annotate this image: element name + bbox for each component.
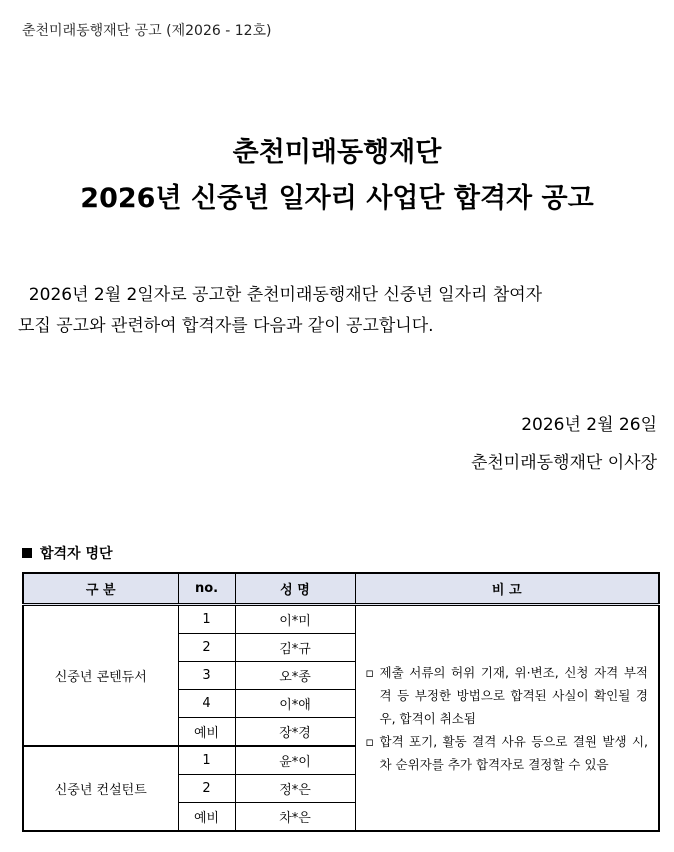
no-cell: 1 [178,746,235,775]
table-header-row [23,573,659,605]
name-cell: 윤*이 [235,746,355,775]
header-category: 구 분 [23,573,178,605]
section-heading [22,543,113,563]
no-cell: 2 [178,775,235,803]
no-cell: 2 [178,634,235,662]
name-cell: 이*미 [235,605,355,634]
body-line-1: 2026년 2월 2일자로 공고한 춘천미래동행재단 신중년 일자리 참여자 [18,285,543,305]
name-cell: 정*은 [235,775,355,803]
no-cell: 1 [178,605,235,634]
table-row [23,605,659,634]
remarks-cell [355,605,659,832]
remark-text: 합격 포기, 활동 결격 사유 등으로 결원 발생 시, 차 순위자를 추가 합격자로 결정할 수 있음 [379,733,648,772]
no-cell: 4 [178,690,235,718]
name-cell: 장*경 [235,718,355,747]
remark-item [366,730,649,776]
square-bullet-icon [22,548,32,558]
successful-applicants-table [22,572,660,832]
notice-number: 춘천미래동행재단 공고 (제2026 - 12호) [22,23,272,39]
title-line-2: 2026년 신중년 일자리 사업단 합격자 공고 [80,183,594,214]
category-cell: 신중년 컨설턴트 [23,746,178,831]
no-cell: 예비 [178,803,235,832]
name-cell: 김*규 [235,634,355,662]
category-cell: 신중년 콘텐듀서 [23,605,178,747]
section-title: 합격자 명단 [40,546,113,562]
header-remarks: 비 고 [355,573,659,605]
remark-item [366,661,649,730]
body-line-2: 모집 공고와 관련하여 합격자를 다음과 같이 공고합니다. [18,316,434,336]
signer: 춘천미래동행재단 이사장 [470,453,657,473]
remark-bullet-icon: ▫ [365,664,374,680]
remark-bullet-icon: ▫ [365,733,374,749]
announcement-date: 2026년 2월 26일 [521,415,657,435]
title-line-1: 춘천미래동행재단 [232,137,442,168]
announcement-body [18,280,658,342]
remark-text: 제출 서류의 허위 기재, 위·변조, 신청 자격 부적격 등 부정한 방법으로 합격된 사실이 확인될 경우, 합격이 취소됨 [379,664,648,726]
name-cell: 차*은 [235,803,355,832]
name-cell: 오*종 [235,662,355,690]
header-name: 성 명 [235,573,355,605]
no-cell: 3 [178,662,235,690]
name-cell: 이*애 [235,690,355,718]
no-cell: 예비 [178,718,235,747]
header-no: no. [178,573,235,605]
